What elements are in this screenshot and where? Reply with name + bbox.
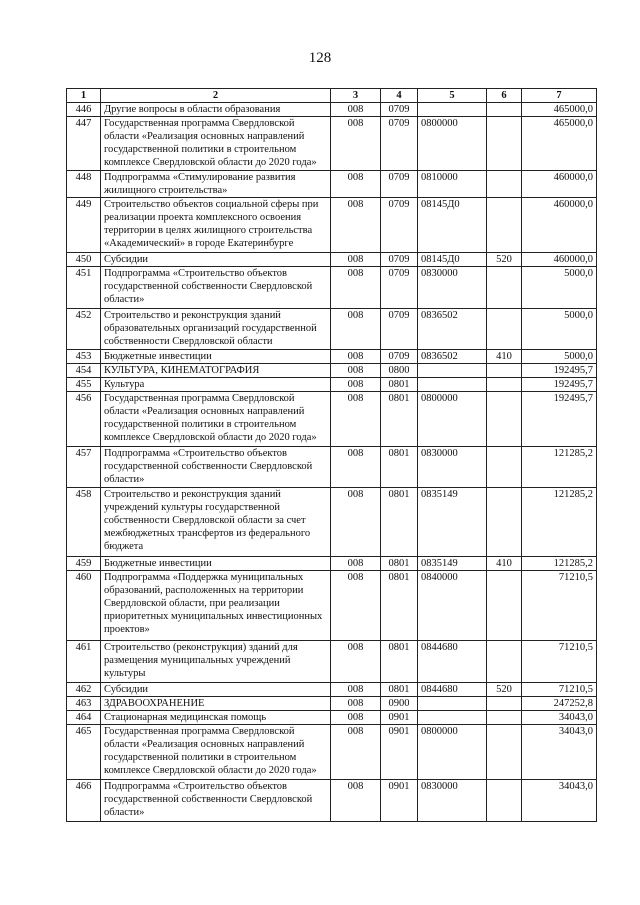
row-code-6 (487, 697, 522, 711)
row-code-4: 0801 (381, 392, 418, 447)
row-code-5: 0844680 (418, 641, 487, 683)
row-description: Бюджетные инвестиции (101, 557, 331, 571)
row-amount: 5000,0 (522, 267, 597, 309)
row-description: Субсидии (101, 683, 331, 697)
row-code-3: 008 (331, 309, 381, 350)
row-code-3: 008 (331, 117, 381, 171)
row-description: Другие вопросы в области образования (101, 103, 331, 117)
table-row (67, 117, 597, 171)
row-code-6 (487, 571, 522, 641)
row-code-5 (418, 103, 487, 117)
row-description: Субсидии (101, 253, 331, 267)
row-code-6: 520 (487, 683, 522, 697)
row-code-3: 008 (331, 447, 381, 488)
row-code-3: 008 (331, 198, 381, 253)
row-amount: 465000,0 (522, 103, 597, 117)
row-number: 458 (67, 488, 101, 557)
row-amount: 460000,0 (522, 198, 597, 253)
row-number: 446 (67, 103, 101, 117)
row-number: 460 (67, 571, 101, 641)
row-code-3: 008 (331, 711, 381, 725)
row-code-5: 0836502 (418, 309, 487, 350)
table-row (67, 488, 597, 557)
row-code-5: 0800000 (418, 725, 487, 780)
table-row (67, 697, 597, 711)
row-code-6 (487, 488, 522, 557)
row-description: Государственная программа Свердловской области «Реализация основных направлений государственной политики в строительном комплексе Свердловской области до 2020 года» (101, 392, 331, 447)
row-code-4: 0801 (381, 683, 418, 697)
row-code-4: 0801 (381, 557, 418, 571)
row-code-4: 0709 (381, 309, 418, 350)
row-code-6: 520 (487, 253, 522, 267)
header-col-6: 6 (487, 89, 522, 103)
row-description: Строительство и реконструкция зданий учреждений культуры государственной собственности Свердловской области за счет межбюджетных трансфертов из федерального бюджета (101, 488, 331, 557)
row-description: Государственная программа Свердловской области «Реализация основных направлений государственной политики в строительном комплексе Свердловской области до 2020 года» (101, 725, 331, 780)
table-row (67, 364, 597, 378)
row-code-6 (487, 309, 522, 350)
row-code-5 (418, 364, 487, 378)
row-code-5: 0835149 (418, 488, 487, 557)
table-row (67, 711, 597, 725)
table-row (67, 253, 597, 267)
row-description: Культура (101, 378, 331, 392)
row-code-5: 0836502 (418, 350, 487, 364)
row-code-5: 0830000 (418, 267, 487, 309)
row-number: 453 (67, 350, 101, 364)
row-code-6 (487, 267, 522, 309)
row-number: 452 (67, 309, 101, 350)
row-code-4: 0709 (381, 267, 418, 309)
row-code-4: 0801 (381, 378, 418, 392)
row-description: Стационарная медицинская помощь (101, 711, 331, 725)
row-code-4: 0801 (381, 447, 418, 488)
page-number: 128 (308, 50, 332, 66)
table-row (67, 392, 597, 447)
row-code-3: 008 (331, 103, 381, 117)
row-number: 461 (67, 641, 101, 683)
row-code-3: 008 (331, 364, 381, 378)
row-code-6: 410 (487, 557, 522, 571)
row-code-5: 0830000 (418, 780, 487, 822)
table-body (67, 103, 597, 822)
row-code-6 (487, 780, 522, 822)
row-number: 451 (67, 267, 101, 309)
row-code-4: 0800 (381, 364, 418, 378)
row-amount: 5000,0 (522, 309, 597, 350)
row-amount: 192495,7 (522, 378, 597, 392)
header-col-2: 2 (101, 89, 331, 103)
row-number: 466 (67, 780, 101, 822)
row-code-3: 008 (331, 557, 381, 571)
row-code-3: 008 (331, 683, 381, 697)
header-col-7: 7 (522, 89, 597, 103)
row-code-6 (487, 641, 522, 683)
row-code-6 (487, 364, 522, 378)
table-row (67, 571, 597, 641)
row-code-3: 008 (331, 378, 381, 392)
header-col-3: 3 (331, 89, 381, 103)
row-code-3: 008 (331, 641, 381, 683)
row-code-4: 0709 (381, 171, 418, 198)
budget-table (66, 88, 597, 822)
row-code-5: 0840000 (418, 571, 487, 641)
row-amount: 247252,8 (522, 697, 597, 711)
row-code-6 (487, 392, 522, 447)
row-code-6 (487, 198, 522, 253)
row-code-6 (487, 378, 522, 392)
row-code-6: 410 (487, 350, 522, 364)
row-code-3: 008 (331, 171, 381, 198)
row-code-6 (487, 117, 522, 171)
row-description: Строительство объектов социальной сферы при реализации проекта комплексного освоения территории в целях жилищного строительства «Академический» в городе Екатеринбурге (101, 198, 331, 253)
row-code-4: 0801 (381, 488, 418, 557)
row-code-5 (418, 697, 487, 711)
row-amount: 71210,5 (522, 641, 597, 683)
header-row (67, 89, 597, 103)
row-code-3: 008 (331, 780, 381, 822)
row-code-6 (487, 447, 522, 488)
row-code-4: 0709 (381, 253, 418, 267)
row-code-3: 008 (331, 253, 381, 267)
row-code-5: 08145Д0 (418, 198, 487, 253)
row-number: 455 (67, 378, 101, 392)
row-description: Бюджетные инвестиции (101, 350, 331, 364)
row-code-3: 008 (331, 725, 381, 780)
row-description: Строительство (реконструкция) зданий для размещения муниципальных учреждений культуры (101, 641, 331, 683)
row-number: 459 (67, 557, 101, 571)
table-row (67, 557, 597, 571)
table-row (67, 378, 597, 392)
row-description: Государственная программа Свердловской области «Реализация основных направлений государственной политики в строительном комплексе Свердловской области до 2020 года» (101, 117, 331, 171)
row-amount: 34043,0 (522, 711, 597, 725)
row-amount: 192495,7 (522, 392, 597, 447)
row-description: КУЛЬТУРА, КИНЕМАТОГРАФИЯ (101, 364, 331, 378)
row-number: 457 (67, 447, 101, 488)
row-amount: 34043,0 (522, 780, 597, 822)
row-number: 456 (67, 392, 101, 447)
row-code-3: 008 (331, 697, 381, 711)
row-number: 450 (67, 253, 101, 267)
row-amount: 465000,0 (522, 117, 597, 171)
row-description: Подпрограмма «Строительство объектов государственной собственности Свердловской области» (101, 447, 331, 488)
row-amount: 460000,0 (522, 171, 597, 198)
row-code-4: 0801 (381, 571, 418, 641)
table-row (67, 267, 597, 309)
row-code-3: 008 (331, 488, 381, 557)
row-code-4: 0709 (381, 198, 418, 253)
row-number: 465 (67, 725, 101, 780)
row-code-4: 0901 (381, 780, 418, 822)
row-code-3: 008 (331, 571, 381, 641)
row-code-6 (487, 103, 522, 117)
row-amount: 71210,5 (522, 683, 597, 697)
row-number: 449 (67, 198, 101, 253)
table-row (67, 171, 597, 198)
table-row (67, 309, 597, 350)
row-number: 464 (67, 711, 101, 725)
row-code-4: 0709 (381, 350, 418, 364)
row-code-5: 0844680 (418, 683, 487, 697)
row-code-5 (418, 711, 487, 725)
row-code-6 (487, 171, 522, 198)
row-amount: 5000,0 (522, 350, 597, 364)
row-code-5: 0800000 (418, 392, 487, 447)
table-row (67, 198, 597, 253)
table-row (67, 447, 597, 488)
row-description: Подпрограмма «Строительство объектов государственной собственности Свердловской области» (101, 267, 331, 309)
row-amount: 34043,0 (522, 725, 597, 780)
row-description: Подпрограмма «Строительство объектов государственной собственности Свердловской области» (101, 780, 331, 822)
header-col-4: 4 (381, 89, 418, 103)
header-col-1: 1 (67, 89, 101, 103)
header-col-5: 5 (418, 89, 487, 103)
row-code-3: 008 (331, 267, 381, 309)
row-code-5 (418, 378, 487, 392)
row-code-5: 08145Д0 (418, 253, 487, 267)
row-code-3: 008 (331, 392, 381, 447)
row-number: 462 (67, 683, 101, 697)
row-code-3: 008 (331, 350, 381, 364)
row-code-4: 0900 (381, 697, 418, 711)
row-amount: 121285,2 (522, 557, 597, 571)
row-amount: 71210,5 (522, 571, 597, 641)
row-code-4: 0709 (381, 117, 418, 171)
row-number: 454 (67, 364, 101, 378)
table-row (67, 683, 597, 697)
table-row (67, 780, 597, 822)
row-number: 447 (67, 117, 101, 171)
table-row (67, 725, 597, 780)
table-row (67, 350, 597, 364)
row-number: 448 (67, 171, 101, 198)
row-amount: 192495,7 (522, 364, 597, 378)
row-description: Строительство и реконструкция зданий образовательных организаций государственной собственности Свердловской области (101, 309, 331, 350)
table-row (67, 103, 597, 117)
row-number: 463 (67, 697, 101, 711)
row-amount: 121285,2 (522, 447, 597, 488)
row-code-4: 0801 (381, 641, 418, 683)
row-code-5: 0835149 (418, 557, 487, 571)
row-code-6 (487, 725, 522, 780)
row-amount: 460000,0 (522, 253, 597, 267)
row-description: Подпрограмма «Стимулирование развития жилищного строительства» (101, 171, 331, 198)
row-code-5: 0800000 (418, 117, 487, 171)
row-code-4: 0709 (381, 103, 418, 117)
row-description: ЗДРАВООХРАНЕНИЕ (101, 697, 331, 711)
row-code-5: 0830000 (418, 447, 487, 488)
row-code-4: 0901 (381, 711, 418, 725)
row-code-5: 0810000 (418, 171, 487, 198)
table-row (67, 641, 597, 683)
row-amount: 121285,2 (522, 488, 597, 557)
row-code-4: 0901 (381, 725, 418, 780)
row-description: Подпрограмма «Поддержка муниципальных образований, расположенных на территории Свердловской области, при реализации приоритетных муниципальных инвестиционных проектов» (101, 571, 331, 641)
row-code-6 (487, 711, 522, 725)
